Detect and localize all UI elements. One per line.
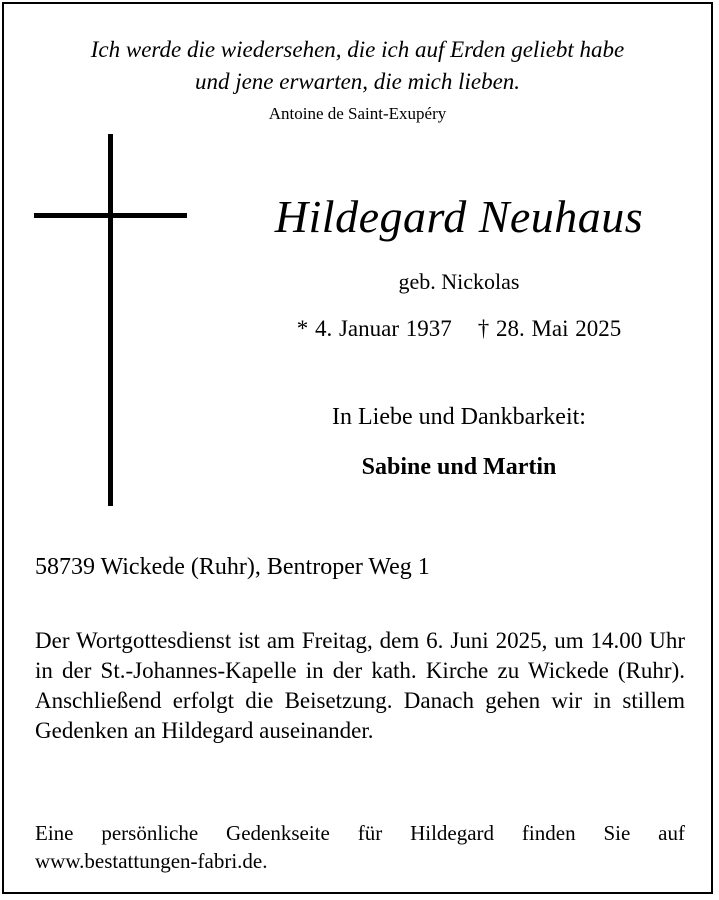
quote-line-1: Ich werde die wiedersehen, die ich auf Erden geliebt habe <box>90 37 625 62</box>
death-date: † 28. Mai 2025 <box>477 316 622 341</box>
quote-author: Antoine de Saint-Exupéry <box>268 104 447 123</box>
maiden-name: geb. Nickolas <box>398 269 520 294</box>
memorial-paragraph: Eine persönliche Gedenkseite für Hildegard finden Sie auf www.bestattungen-fabri.de. <box>35 821 685 873</box>
address: 58739 Wickede (Ruhr), Bentroper Weg 1 <box>35 554 430 580</box>
quote-line-2: und jene erwarten, die mich lieben. <box>194 69 521 94</box>
life-dates <box>234 316 684 342</box>
birth-date: * 4. Januar 1937 <box>296 316 452 341</box>
cross-horizontal-bar <box>34 213 187 218</box>
mourners-names: Sabine und Martin <box>361 454 557 480</box>
dedication-intro: In Liebe und Dankbarkeit: <box>332 404 586 430</box>
obituary-notice <box>2 2 713 894</box>
service-paragraph: Der Wortgottesdienst ist am Freitag, dem 6. Juni 2025, um 14.00 Uhr in der St.-Johannes-Kapelle in der kath. Kirche zu Wickede (Ruhr). Anschließend erfolgt die Beisetzung. Danach gehen wir in stillem Gedenken an Hildegard auseinander. <box>35 628 685 743</box>
cross-vertical-bar <box>108 134 113 506</box>
deceased-name: Hildegard Neuhaus <box>274 191 644 242</box>
